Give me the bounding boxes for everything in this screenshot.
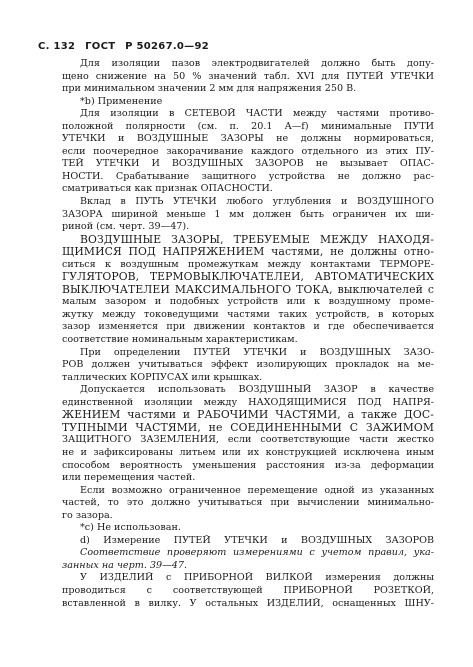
text-line: при минимальном значении 2 мм для напряжения 250 В. bbox=[62, 83, 357, 95]
text-line: ГУЛЯТОРОВ, ТЕРМОВЫКЛЮЧАТЕЛЕЙ, АВТОМАТИЧЕСКИХ bbox=[62, 271, 434, 284]
text-line: ЩИМИСЯ ПОД НАПРЯЖЕНИЕМ частями, не должны отно- bbox=[62, 246, 434, 259]
body-text bbox=[62, 58, 434, 610]
text-line: Допускается использовать ВОЗДУШНЫЙ ЗАЗОР в качестве bbox=[80, 384, 434, 396]
text-line: Соответствие проверяют измерениями с учетом правил, ука- bbox=[80, 547, 434, 559]
text-line: зазор изменяется при движении контактов и где обеспечивается bbox=[62, 321, 434, 333]
text-line: щено снижение на 50 % значений табл. XVI для ПУТЕЙ УТЕЧКИ bbox=[62, 70, 434, 82]
text-line: РОВ должен учитываться эффект изолирующих прокладок на ме- bbox=[62, 359, 434, 371]
text-line: сматриваться как признак ОПАСНОСТИ. bbox=[62, 183, 273, 195]
text-line: ВЫКЛЮЧАТЕЛЕЙ МАКСИМАЛЬНОГО ТОКА, выключателей с bbox=[62, 283, 434, 296]
text-line: ВОЗДУШНЫЕ ЗАЗОРЫ, ТРЕБУЕМЫЕ МЕЖДУ НАХОДЯ- bbox=[80, 233, 434, 246]
text-line: единственной изоляции между НАХОДЯЩИМИСЯ ПОД НАПРЯ- bbox=[62, 396, 434, 408]
text-line: У ИЗДЕЛИЙ с ПРИБОРНОЙ ВИЛКОЙ измерения должны bbox=[80, 572, 434, 584]
text-line: го зазора. bbox=[62, 509, 113, 521]
text-line: малым зазором и подобных устройств или к воздушному проме- bbox=[62, 296, 434, 308]
text-line: Для изоляции пазов электродвигателей должно быть допу- bbox=[80, 58, 434, 69]
text-line: ТЕЙ УТЕЧКИ И ВОЗДУШНЫХ ЗАЗОРОВ не вызывает ОПАС- bbox=[62, 158, 434, 170]
text-line: ТУПНЫМИ ЧАСТЯМИ, не СОЕДИНЕННЫМИ С ЗАЖИМОМ bbox=[62, 421, 434, 434]
text-line: вставленной в вилку. У остальных ИЗДЕЛИЙ, оснащенных ШНУ- bbox=[62, 597, 434, 609]
text-line: способом вероятность уменьшения расстояния из-за деформации bbox=[62, 459, 434, 471]
text-line: занных на черт. 39—47. bbox=[62, 559, 187, 571]
text-line: ЗАЗОРА шириной меньше 1 мм должен быть ограничен их ши- bbox=[62, 208, 434, 220]
text-line: *b) Применение bbox=[80, 95, 163, 107]
text-line: УТЕЧКИ и ВОЗДУШНЫЕ ЗАЗОРЫ не должны нормироваться, bbox=[62, 133, 434, 145]
page-header bbox=[38, 41, 215, 52]
text-line: ситься к воздушным промежуткам между контактами ТЕРМОРЕ- bbox=[62, 258, 434, 270]
text-line: не и зафиксированы литьем или их конструкцией исключена иным bbox=[62, 446, 434, 458]
text-line: таллических КОРПУСАХ или крышках. bbox=[62, 371, 263, 383]
standard-type: ГОСТ bbox=[85, 41, 116, 52]
text-line: жутку между токоведущими частями таких устройств, в которых bbox=[62, 308, 434, 320]
text-line: если поочередное закорачивание каждого отдельного из этих ПУ- bbox=[62, 145, 434, 157]
text-line: соответствие номинальным характеристикам. bbox=[62, 334, 298, 346]
text-line: При определении ПУТЕЙ УТЕЧКИ и ВОЗДУШНЫХ ЗАЗО- bbox=[80, 346, 434, 358]
page-number: С. 132 bbox=[38, 41, 76, 52]
text-line: частей, то это должно учитываться при вычислении минимально- bbox=[62, 497, 434, 509]
standard-number: Р 50267.0—92 bbox=[125, 41, 209, 52]
text-line: d) Измерение ПУТЕЙ УТЕЧКИ и ВОЗДУШНЫХ ЗАЗОРОВ bbox=[80, 534, 434, 546]
text-line: Для изоляции в СЕТЕВОЙ ЧАСТИ между частями противо- bbox=[80, 108, 434, 120]
text-line: проводиться с соответствующей ПРИБОРНОЙ РОЗЕТКОЙ, bbox=[62, 584, 434, 596]
text-line: риной (см. черт. 39—47). bbox=[62, 221, 190, 233]
text-line: ЗАЩИТНОГО ЗАЗЕМЛЕНИЯ, если соответствующие части жестко bbox=[62, 434, 434, 446]
text-line: Вклад в ПУТЬ УТЕЧКИ любого углубления и ВОЗДУШНОГО bbox=[80, 196, 434, 208]
text-line: ЖЕНИЕМ частями и РАБОЧИМИ ЧАСТЯМИ, а также ДОС- bbox=[62, 409, 434, 422]
text-line: Если возможно ограниченное перемещение одной из указанных bbox=[80, 484, 434, 496]
text-line: или перемещения частей. bbox=[62, 472, 196, 484]
text-line: положной полярности (см. п. 20.1 A—f) минимальные ПУТИ bbox=[62, 120, 434, 132]
text-line: НОСТИ. Срабатывание защитного устройства не должно рас- bbox=[62, 170, 434, 182]
text-line: *с) Не использован. bbox=[80, 522, 181, 534]
